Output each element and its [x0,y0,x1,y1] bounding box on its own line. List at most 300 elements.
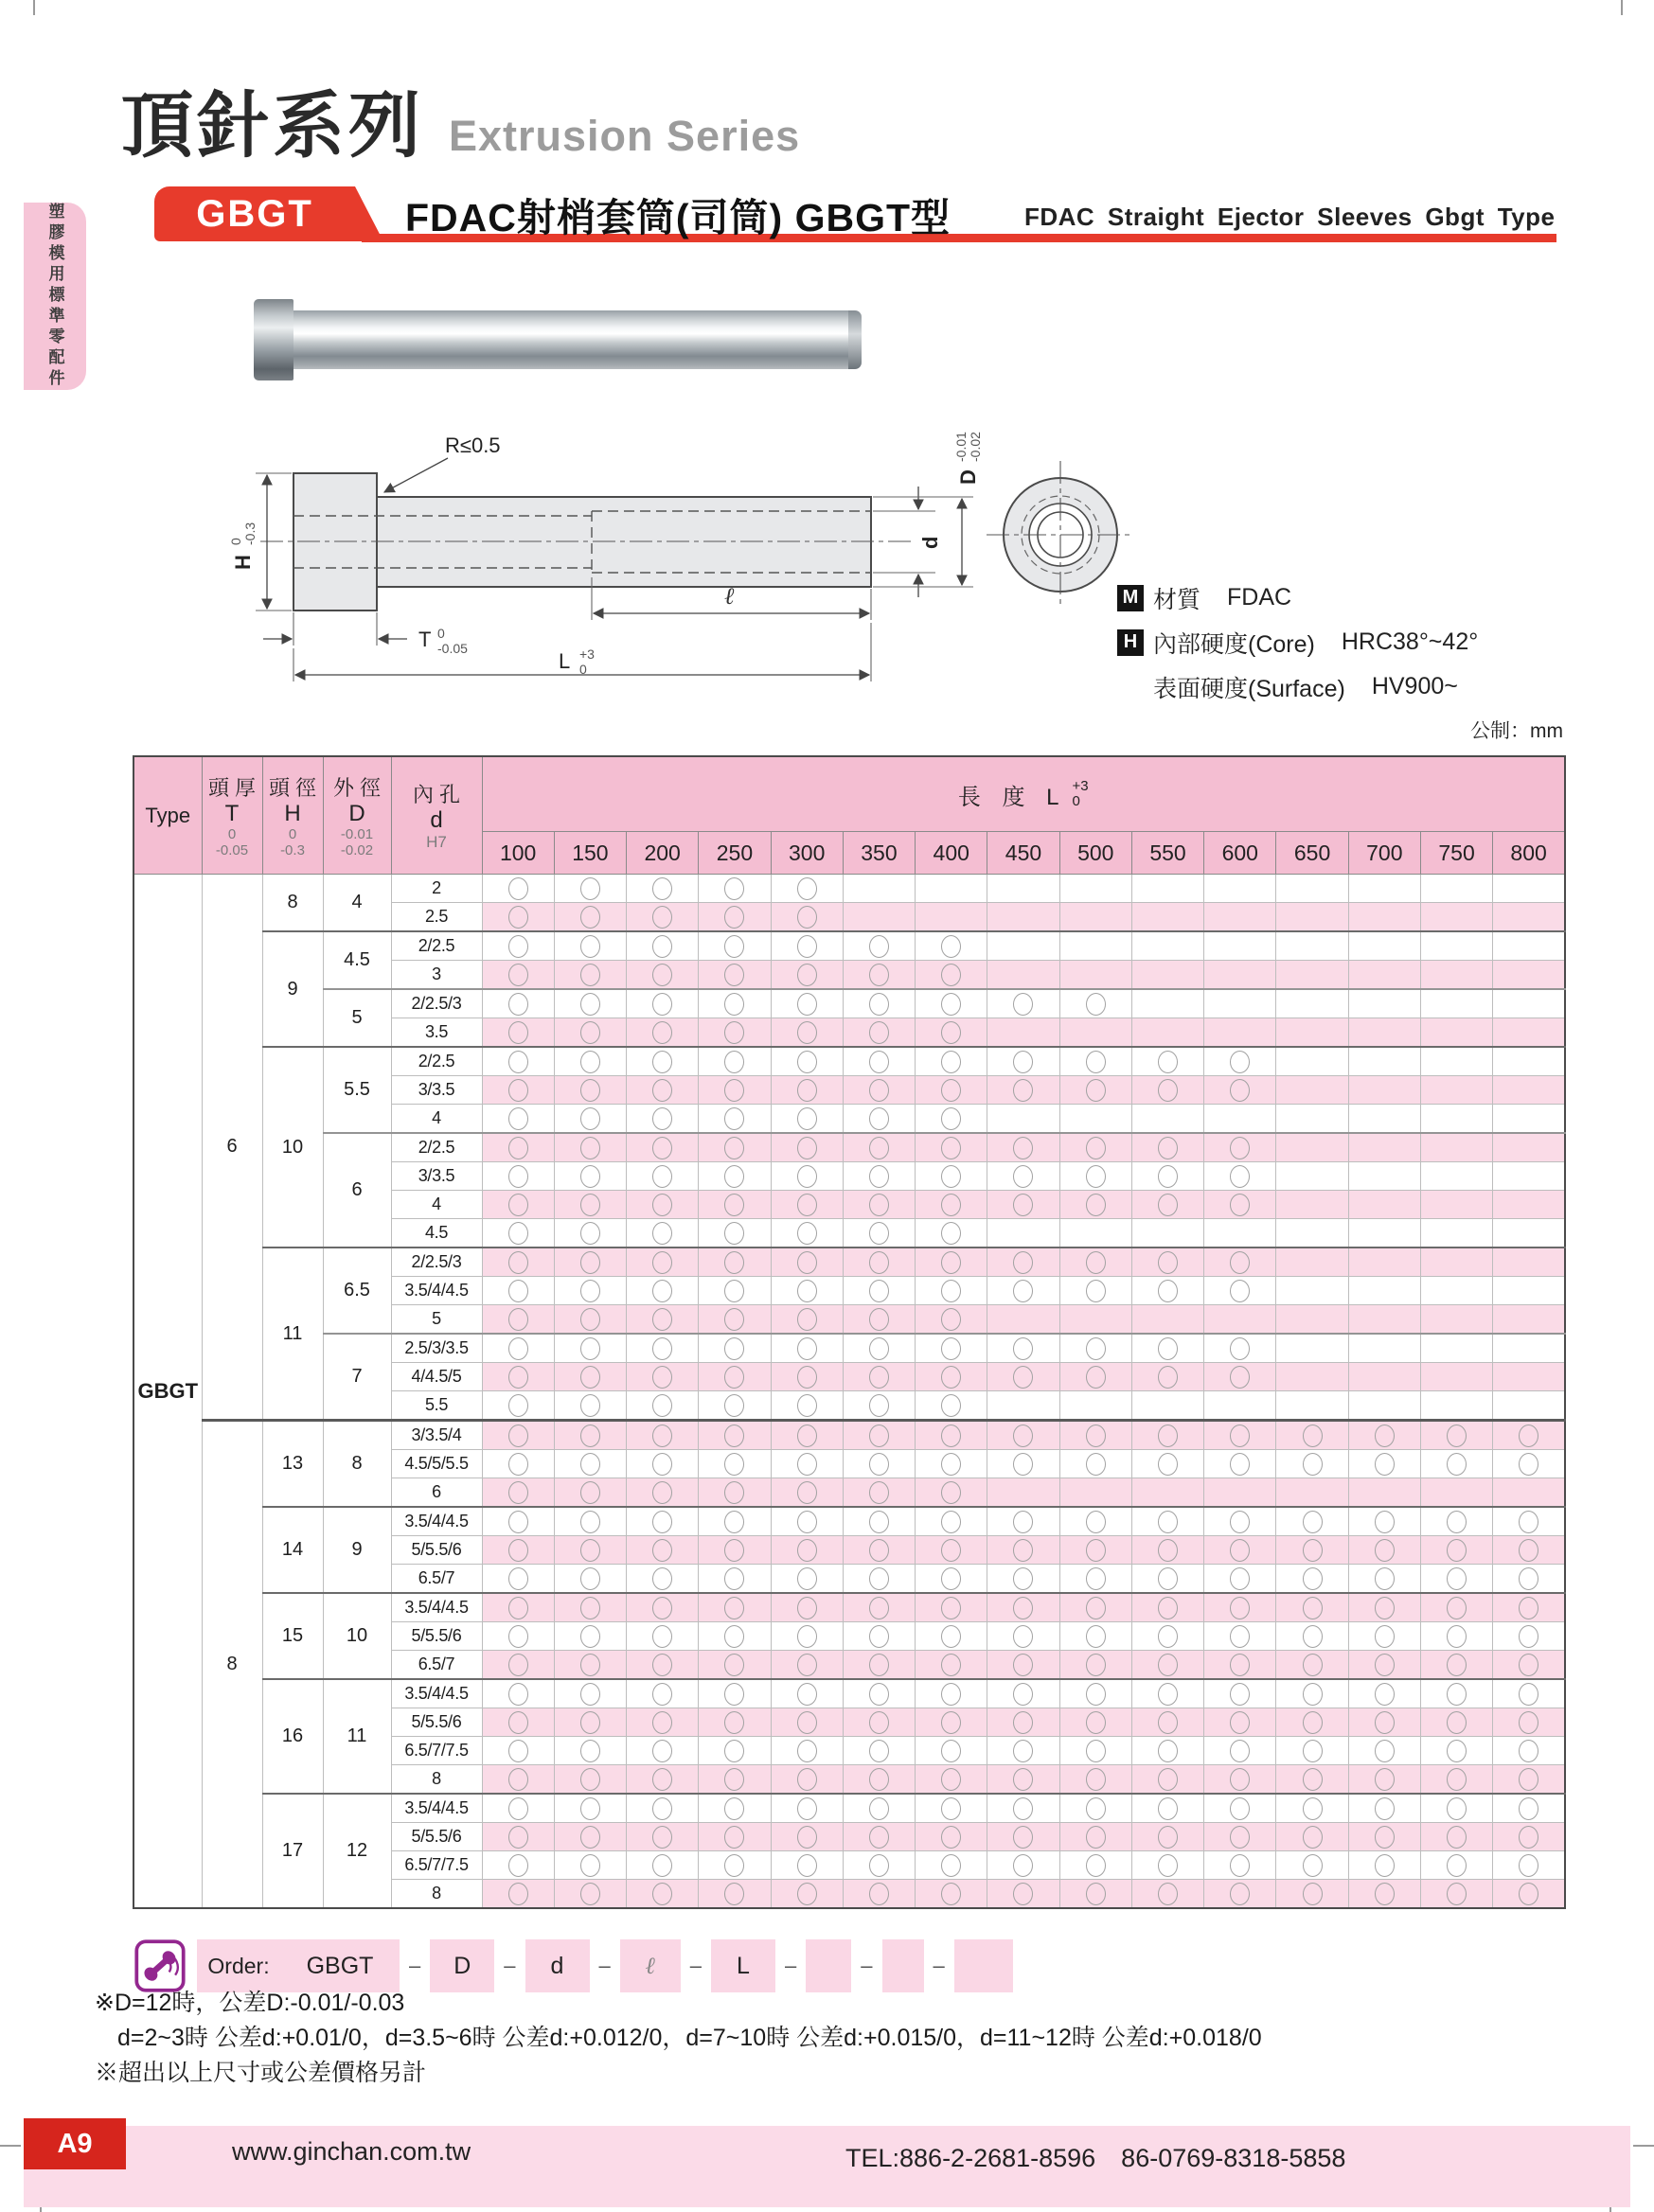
availability-cell [843,961,915,990]
availability-cell [482,961,554,990]
availability-circle [941,1711,961,1734]
availability-circle [1013,1567,1033,1590]
availability-cell [1420,1133,1492,1162]
availability-circle [508,1625,528,1648]
availability-circle [1086,1079,1106,1102]
availability-cell [482,1651,554,1680]
availability-circle [1303,1854,1323,1877]
availability-cell [916,1737,987,1765]
core-hardness-label: 內部硬度(Core) [1153,630,1315,658]
availability-circle [1447,1883,1467,1905]
availability-circle [869,1883,889,1905]
length-col-header: 350 [843,832,915,875]
availability-circle [797,1567,817,1590]
availability-circle [652,1079,672,1102]
availability-cell [554,1133,626,1162]
availability-circle [580,1597,600,1619]
availability-circle [508,1481,528,1504]
title-zh: 頂針系列 [121,86,424,167]
availability-cell [1348,1191,1420,1219]
availability-cell [1348,1622,1420,1651]
availability-circle [1230,1883,1250,1905]
availability-circle [724,1597,744,1619]
availability-circle [580,1797,600,1820]
availability-cell [699,1133,771,1162]
availability-circle [1447,1711,1467,1734]
availability-cell [987,1823,1059,1851]
availability-cell [843,1708,915,1737]
availability-cell [843,1651,915,1680]
availability-cell [1348,1334,1420,1363]
length-col-header: 150 [554,832,626,875]
availability-cell [482,1478,554,1508]
availability-cell [554,1305,626,1335]
availability-circle [869,1137,889,1159]
availability-cell [843,1880,915,1909]
availability-cell [1204,1305,1276,1335]
head-diameter-cell: 9 [262,931,323,1047]
availability-circle [1158,1337,1178,1360]
availability-cell [1204,989,1276,1018]
availability-circle [1375,1826,1395,1849]
availability-circle [869,964,889,986]
availability-cell [1348,1105,1420,1134]
availability-cell [554,1851,626,1880]
availability-cell [1420,961,1492,990]
availability-cell [482,1765,554,1795]
availability-cell [1420,1277,1492,1305]
availability-circle [652,1797,672,1820]
availability-cell [554,1191,626,1219]
availability-cell [987,1105,1059,1134]
availability-cell [1204,1363,1276,1391]
availability-cell [987,1708,1059,1737]
availability-cell [1276,1622,1348,1651]
availability-circle [797,993,817,1016]
availability-circle [580,1826,600,1849]
availability-cell [1420,1823,1492,1851]
availability-circle [508,1883,528,1905]
availability-circle [652,1194,672,1216]
availability-cell [627,1708,699,1737]
bore-diameter-cell: 6.5/7/7.5 [391,1851,482,1880]
availability-cell [1276,931,1348,961]
availability-cell [1204,1794,1276,1823]
availability-cell [554,1765,626,1795]
availability-circle [1158,1280,1178,1302]
availability-cell [1493,1478,1565,1508]
availability-cell [482,1363,554,1391]
availability-cell [1204,1765,1276,1795]
availability-cell [1131,1679,1203,1708]
availability-cell [627,1478,699,1508]
head-diameter-cell: 16 [262,1679,323,1794]
availability-circle [652,1453,672,1476]
availability-circle [508,1308,528,1331]
availability-cell [1204,1391,1276,1421]
crop-mark [33,0,35,15]
availability-cell [1131,1248,1203,1277]
series-badge-label: GBGT [196,192,313,235]
availability-cell [916,1162,987,1191]
availability-circle [580,935,600,958]
length-col-header: 500 [1059,832,1131,875]
order-part-box: ℓ [620,1939,681,1992]
availability-circle [724,1366,744,1389]
availability-cell [1420,1765,1492,1795]
title-en: Extrusion Series [449,112,801,160]
end-view [987,461,1134,609]
availability-circle [1013,1711,1033,1734]
spec-table-wrap [133,755,1566,1909]
availability-circle [797,1826,817,1849]
availability-cell [554,1248,626,1277]
availability-cell [987,1765,1059,1795]
availability-circle [941,1366,961,1389]
availability-circle [1013,1366,1033,1389]
availability-cell [843,1047,915,1076]
bore-diameter-cell: 3/3.5 [391,1162,482,1191]
availability-cell [1059,1651,1131,1680]
availability-circle [580,1683,600,1706]
availability-circle [797,1280,817,1302]
availability-cell [1276,1076,1348,1105]
order-label: Order: [197,1939,280,1992]
availability-cell [771,1047,843,1076]
availability-circle [1086,1883,1106,1905]
order-part-box: L [711,1939,775,1992]
availability-cell [843,1305,915,1335]
availability-circle [580,1308,600,1331]
availability-cell [482,1305,554,1335]
availability-circle [652,1051,672,1073]
availability-cell [1276,1277,1348,1305]
availability-circle [580,1711,600,1734]
availability-circle [508,1280,528,1302]
availability-cell [627,1823,699,1851]
availability-cell [771,1708,843,1737]
availability-cell [554,1076,626,1105]
bore-diameter-cell: 3 [391,961,482,990]
availability-circle [1086,1625,1106,1648]
availability-cell [987,1536,1059,1565]
order-dash: – [598,1954,611,1977]
availability-cell [1131,1391,1203,1421]
availability-cell [916,1248,987,1277]
availability-cell [699,1421,771,1450]
availability-circle [508,1511,528,1533]
availability-cell [1131,1162,1203,1191]
availability-circle [508,1711,528,1734]
availability-cell [554,1162,626,1191]
availability-circle [580,1165,600,1188]
availability-cell [987,931,1059,961]
availability-circle [580,1366,600,1389]
availability-circle [580,1394,600,1417]
availability-cell [1348,1421,1420,1450]
order-dash: – [861,1954,873,1977]
availability-cell [699,1076,771,1105]
availability-cell [771,1450,843,1478]
availability-cell [771,1334,843,1363]
availability-cell [482,1219,554,1248]
availability-circle [941,1826,961,1849]
svg-text:0: 0 [228,538,243,545]
availability-cell [554,1047,626,1076]
availability-circle [797,1883,817,1905]
availability-cell [1493,1536,1565,1565]
availability-cell [699,1880,771,1909]
availability-circle [1158,1768,1178,1791]
availability-cell [1131,1018,1203,1048]
length-col-header: 250 [699,832,771,875]
availability-circle [1158,1051,1178,1073]
availability-cell [699,1765,771,1795]
availability-cell [554,1507,626,1536]
table-row [133,1679,1565,1708]
availability-circle [724,1394,744,1417]
availability-circle [941,1854,961,1877]
availability-circle [941,1453,961,1476]
availability-circle [1519,1768,1538,1791]
availability-cell [1420,1047,1492,1076]
availability-circle [869,1797,889,1820]
availability-circle [508,1654,528,1676]
availability-circle [797,1797,817,1820]
availability-cell [1420,1191,1492,1219]
availability-cell [1131,961,1203,990]
availability-circle [1013,1768,1033,1791]
availability-cell [1348,1765,1420,1795]
availability-cell [627,1421,699,1450]
availability-circle [1086,1366,1106,1389]
head-diameter-cell: 14 [262,1507,323,1593]
availability-circle [941,935,961,958]
availability-cell [1493,1823,1565,1851]
availability-cell [1493,875,1565,903]
availability-cell [1420,1421,1492,1450]
availability-circle [797,906,817,929]
availability-circle [869,1597,889,1619]
availability-cell [843,1363,915,1391]
availability-circle [1447,1854,1467,1877]
bore-diameter-cell: 3.5 [391,1018,482,1048]
svg-text:H: H [231,555,255,570]
availability-cell [627,1593,699,1622]
outer-diameter-cell: 7 [323,1334,391,1421]
availability-circle [724,1194,744,1216]
bore-diameter-cell: 5/5.5/6 [391,1708,482,1737]
availability-circle [724,1625,744,1648]
availability-circle [869,1711,889,1734]
availability-cell [1493,931,1565,961]
availability-cell [987,1018,1059,1048]
availability-cell [843,1162,915,1191]
availability-cell [627,1794,699,1823]
outer-diameter-cell: 5.5 [323,1047,391,1133]
availability-cell [1204,961,1276,990]
availability-circle [652,906,672,929]
length-col-header: 300 [771,832,843,875]
availability-circle [1158,1079,1178,1102]
availability-cell [1348,1708,1420,1737]
outer-diameter-cell: 4 [323,875,391,932]
availability-cell [916,1765,987,1795]
availability-cell [699,875,771,903]
availability-cell [1131,1478,1203,1508]
availability-cell [1131,1507,1203,1536]
availability-cell [1276,1105,1348,1134]
availability-cell [1348,1162,1420,1191]
d-outer-dim-label [953,432,983,485]
availability-circle [652,1654,672,1676]
availability-cell [1276,1391,1348,1421]
length-col-header: 800 [1493,832,1565,875]
availability-circle [1230,1567,1250,1590]
availability-circle [941,993,961,1016]
availability-cell [1204,1047,1276,1076]
d-inner-dim-label [918,537,942,549]
availability-circle [1447,1539,1467,1562]
h-dim-label [228,522,258,570]
availability-cell [1204,1737,1276,1765]
availability-circle [1519,1453,1538,1476]
bore-diameter-cell: 4 [391,1191,482,1219]
availability-circle [941,1222,961,1245]
availability-cell [627,1133,699,1162]
availability-cell [699,1679,771,1708]
availability-cell [916,1421,987,1450]
availability-circle [797,1251,817,1274]
availability-circle [1013,1079,1033,1102]
availability-cell [482,1593,554,1622]
availability-cell [1131,1305,1203,1335]
availability-cell [482,903,554,932]
availability-circle [1158,1683,1178,1706]
availability-cell [916,1536,987,1565]
availability-cell [1204,1679,1276,1708]
availability-circle [580,1137,600,1159]
availability-cell [627,903,699,932]
bore-diameter-cell: 5/5.5/6 [391,1536,482,1565]
availability-circle [1519,1511,1538,1533]
availability-cell [1059,1851,1131,1880]
availability-circle [1013,1654,1033,1676]
availability-circle [797,1021,817,1044]
availability-cell [771,1823,843,1851]
availability-cell [843,1536,915,1565]
head-diameter-cell: 17 [262,1794,323,1908]
availability-cell [1059,1076,1131,1105]
availability-cell [699,1162,771,1191]
availability-cell [916,931,987,961]
availability-cell [771,1737,843,1765]
availability-cell [1276,1708,1348,1737]
availability-circle [1375,1854,1395,1877]
availability-cell [987,1047,1059,1076]
availability-cell [482,989,554,1018]
availability-circle [724,1740,744,1762]
availability-circle [1447,1740,1467,1762]
availability-cell [1276,1450,1348,1478]
availability-circle [1230,1453,1250,1476]
availability-circle [1230,1597,1250,1619]
bore-diameter-cell: 2/2.5 [391,1047,482,1076]
availability-circle [1230,1251,1250,1274]
availability-cell [1131,1450,1203,1478]
availability-cell [1059,1248,1131,1277]
availability-cell [482,1536,554,1565]
availability-circle [941,1280,961,1302]
availability-cell [987,961,1059,990]
availability-cell [554,1334,626,1363]
availability-cell [554,1880,626,1909]
availability-circle [1447,1683,1467,1706]
availability-cell [843,1391,915,1421]
availability-cell [1493,1622,1565,1651]
availability-circle [724,1453,744,1476]
availability-cell [1059,1421,1131,1450]
availability-circle [797,1768,817,1791]
availability-cell [1348,1536,1420,1565]
category-side-tab [24,203,86,390]
availability-circle [1230,1194,1250,1216]
availability-circle [941,1597,961,1619]
outer-diameter-cell: 10 [323,1593,391,1679]
availability-cell [987,1421,1059,1450]
availability-cell [1276,1018,1348,1048]
head-diameter-cell: 8 [262,875,323,932]
availability-circle [1086,1768,1106,1791]
availability-cell [1276,1047,1348,1076]
availability-circle [1303,1683,1323,1706]
availability-cell [1276,1219,1348,1248]
spec-block [1117,575,1478,709]
bore-diameter-cell: 6 [391,1478,482,1508]
availability-circle [652,1740,672,1762]
availability-cell [482,1823,554,1851]
availability-circle [652,964,672,986]
availability-cell [916,1277,987,1305]
availability-cell [843,931,915,961]
length-col-header: 200 [627,832,699,875]
availability-circle [1086,1051,1106,1073]
availability-cell [1059,1565,1131,1594]
availability-circle [1230,1366,1250,1389]
availability-circle [1013,1826,1033,1849]
availability-cell [1276,1536,1348,1565]
availability-circle [580,1280,600,1302]
availability-circle [941,1194,961,1216]
availability-circle [1230,1625,1250,1648]
footer-website: www.ginchan.com.tw [232,2137,471,2166]
availability-cell [554,1105,626,1134]
availability-cell [554,1536,626,1565]
availability-circle [724,1683,744,1706]
availability-cell [1348,875,1420,903]
availability-cell [771,1765,843,1795]
availability-circle [508,1394,528,1417]
availability-cell [627,1018,699,1048]
availability-circle [1519,1625,1538,1648]
availability-cell [1493,1334,1565,1363]
availability-cell [1348,1047,1420,1076]
bore-diameter-cell: 2/2.5/3 [391,989,482,1018]
availability-cell [1204,1162,1276,1191]
availability-circle [1086,1453,1106,1476]
availability-circle [580,1768,600,1791]
availability-circle [1013,1883,1033,1905]
